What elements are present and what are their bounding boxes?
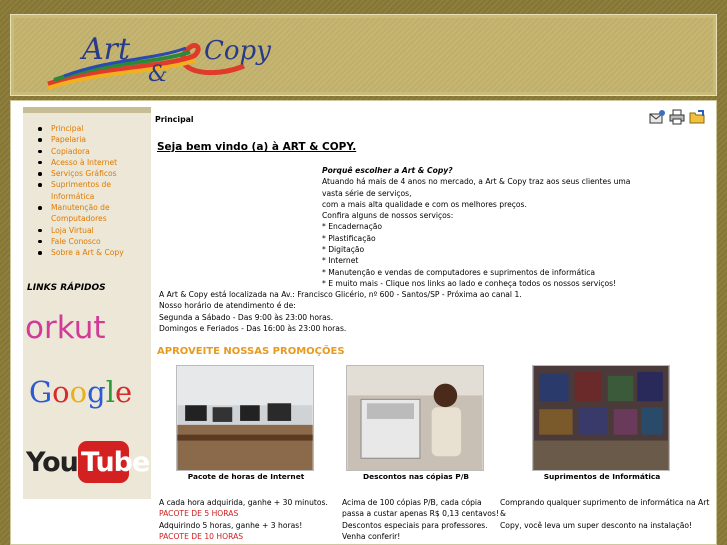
why-line: Atuando há mais de 4 anos no mercado, a Art & Copy traz aos seus clientes uma vasta série de serviços, <box>322 177 631 198</box>
menu-item-fale-conosco[interactable]: Fale Conosco <box>33 236 151 247</box>
folder-icon[interactable] <box>689 109 705 125</box>
why-line: * Internet <box>322 256 359 266</box>
address-section <box>159 289 579 334</box>
address-line: A Art & Copy está localizada na Av.: Francisco Glicério, nº 600 - Santos/SP - Próxima ao canal 1. <box>159 290 522 299</box>
hours-weekdays: Segunda a Sábado - Das 9:00 às 23:00 horas. <box>159 312 334 322</box>
menu-item-papelaria[interactable]: Papelaria <box>33 134 151 145</box>
promo-line: A cada hora adquirida, ganhe + 30 minutos. <box>159 498 328 507</box>
main-panel <box>10 100 717 545</box>
why-choose-section <box>322 165 642 289</box>
menu-item-copiadora[interactable]: Copiadora <box>33 146 151 157</box>
youtube-you-text: You <box>26 447 78 478</box>
menu-item-loja-virtual[interactable]: Loja Virtual <box>33 225 151 236</box>
sidebar <box>23 107 151 499</box>
promo-line: Descontos especiais para professores. <box>342 520 488 530</box>
hours-weekends: Domingos e Feriados - Das 16:00 às 23:00 horas. <box>159 323 347 333</box>
email-icon[interactable] <box>649 109 665 125</box>
why-line: * Encadernação <box>322 222 383 232</box>
why-line: * Plastificação <box>322 233 376 243</box>
copier-photo[interactable] <box>346 365 484 471</box>
internet-room-photo[interactable] <box>176 365 314 471</box>
why-line: Confira alguns de nossos serviços: <box>322 211 454 221</box>
promo-line: Venha conferir! <box>342 531 401 541</box>
youtube-tube-badge <box>78 441 150 483</box>
menu-item-principal[interactable]: Principal <box>33 123 151 134</box>
menu-item-manutencao[interactable]: Manutenção de Computadores <box>33 202 151 225</box>
promo-line: passa a custar apenas R$ 0,13 centavos! <box>342 509 499 519</box>
promo-line: Copy, você leva um super desconto na instalação! <box>500 520 693 530</box>
why-line: com a mais alta qualidade e com os melhores preços. <box>322 199 527 209</box>
why-line: * E muito mais - Clique nos links ao lado e conheça todos os nossos serviços! <box>322 278 617 288</box>
promo-text-supplies <box>500 497 710 531</box>
google-link[interactable]: Google <box>29 375 133 409</box>
logo-art-text: Art <box>82 32 131 67</box>
logo-copy-text: Copy <box>204 36 271 66</box>
hours-title: Nosso horário de atendimento é de: <box>159 301 296 311</box>
page-tools <box>649 109 707 129</box>
why-line: * Manutenção e vendas de computadores e suprimentos de informática <box>322 267 596 277</box>
promo-line-highlight: PACOTE DE 5 HORAS <box>159 509 239 519</box>
promo-caption-internet: Pacote de horas de Internet <box>187 472 305 481</box>
orkut-link[interactable]: orkut <box>25 310 106 346</box>
breadcrumb: Principal <box>155 115 194 124</box>
google-logo-text: G <box>29 375 53 409</box>
site-header <box>10 14 717 96</box>
print-icon[interactable] <box>669 109 685 125</box>
youtube-link[interactable] <box>26 441 150 483</box>
menu-item-suprimentos[interactable]: Suprimentos de Informática <box>33 179 151 202</box>
menu-item-sobre[interactable]: Sobre a Art & Copy <box>33 247 151 258</box>
supplies-photo[interactable] <box>532 365 670 471</box>
promo-text-internet <box>159 497 334 542</box>
promo-line-highlight: PACOTE DE 10 HORAS <box>159 531 244 541</box>
promo-line: Adquirindo 5 horas, ganhe + 3 horas! <box>159 520 303 530</box>
why-line: * Digitação <box>322 245 365 255</box>
promo-line: Acima de 100 cópias P/B, cada cópia <box>342 498 482 507</box>
quick-links-title: LINKS RÁPIDOS <box>27 283 106 293</box>
promo-caption-supplies: Suprimentos de Informática <box>543 472 661 481</box>
promo-caption-copies: Descontos nas cópias P/B <box>362 472 470 481</box>
art-copy-logo[interactable] <box>44 26 274 92</box>
promo-line: Comprando qualquer suprimento de informática na Art & <box>500 498 710 519</box>
youtube-tube-text: Tube <box>81 447 150 478</box>
welcome-heading: Seja bem vindo (a) à ART & COPY. <box>157 141 357 153</box>
sidebar-menu <box>23 123 151 259</box>
menu-item-acesso-internet[interactable]: Acesso à Internet <box>33 157 151 168</box>
menu-item-servicos-graficos[interactable]: Serviços Gráficos <box>33 168 151 179</box>
logo-amp-text: & <box>148 62 168 87</box>
promo-heading: APROVEITE NOSSAS PROMOÇÕES <box>157 346 345 357</box>
why-question: Porquê escolher a Art & Copy? <box>322 166 453 175</box>
promo-text-copies <box>342 497 517 542</box>
